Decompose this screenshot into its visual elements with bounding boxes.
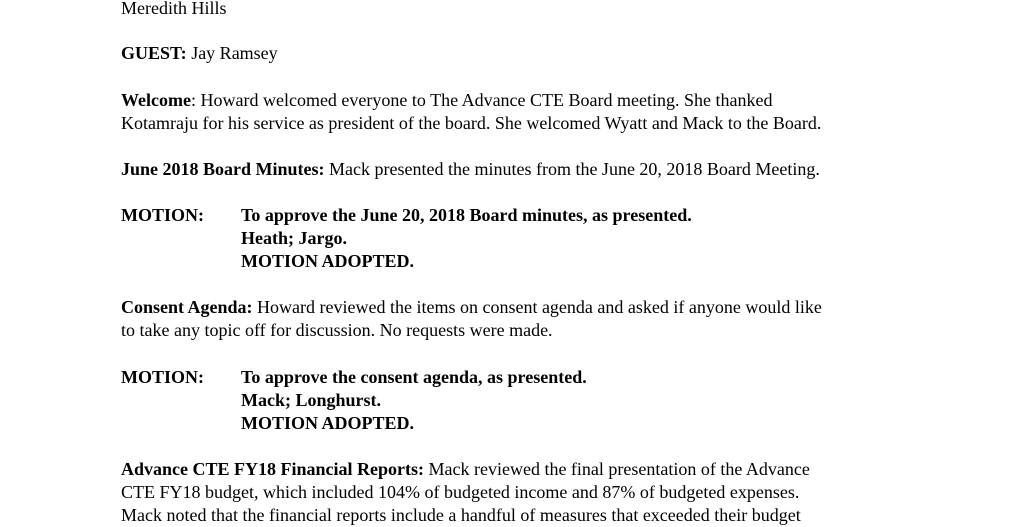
motion-2-line-1: To approve the consent agenda, as presented. — [241, 367, 587, 387]
consent-line-2: to take any topic off for discussion. No requests were made. — [121, 320, 553, 340]
june-minutes-label: June 2018 Board Minutes: — [121, 159, 325, 179]
welcome-text-1: : Howard welcomed everyone to The Advance CTE Board meeting. She thanked — [190, 90, 773, 110]
motion-1-line-2: Heath; Jargo. — [241, 228, 347, 248]
attendees-tail: Meredith Hills — [121, 0, 227, 18]
financial-text-1: Mack reviewed the final presentation of the Advance — [424, 459, 810, 479]
consent-text-1: Howard reviewed the items on consent agenda and asked if anyone would like — [252, 297, 822, 317]
welcome-label: Welcome — [121, 90, 191, 110]
welcome-line-1 — [121, 89, 772, 112]
welcome-line-2: Kotamraju for his service as president of the board. She welcomed Wyatt and Mack to the Board. — [121, 113, 822, 133]
motion-1-line-1: To approve the June 20, 2018 Board minutes, as presented. — [241, 205, 692, 225]
motion-2-line-2: Mack; Longhurst. — [241, 390, 382, 410]
financial-line-2: CTE FY18 budget, which included 104% of budgeted income and 87% of budgeted expenses. — [121, 482, 800, 502]
financial-line-1 — [121, 458, 810, 481]
financial-line-3: Mack noted that the financial reports include a handful of measures that exceeded their budget — [121, 505, 801, 525]
financial-label: Advance CTE FY18 Financial Reports: — [121, 459, 424, 479]
guest-label: GUEST: — [121, 43, 187, 63]
june-minutes-paragraph — [121, 158, 820, 181]
guest-paragraph — [121, 42, 278, 65]
motion-1-line-3: MOTION ADOPTED. — [241, 251, 415, 271]
motion-2-line-3: MOTION ADOPTED. — [241, 413, 415, 433]
guest-text: Jay Ramsey — [186, 43, 278, 63]
motion-2-label: MOTION: — [121, 367, 204, 387]
consent-line-1 — [121, 296, 822, 319]
motion-1-label: MOTION: — [121, 205, 204, 225]
consent-label: Consent Agenda: — [121, 297, 253, 317]
june-minutes-text: Mack presented the minutes from the June 20, 2018 Board Meeting. — [324, 159, 820, 179]
